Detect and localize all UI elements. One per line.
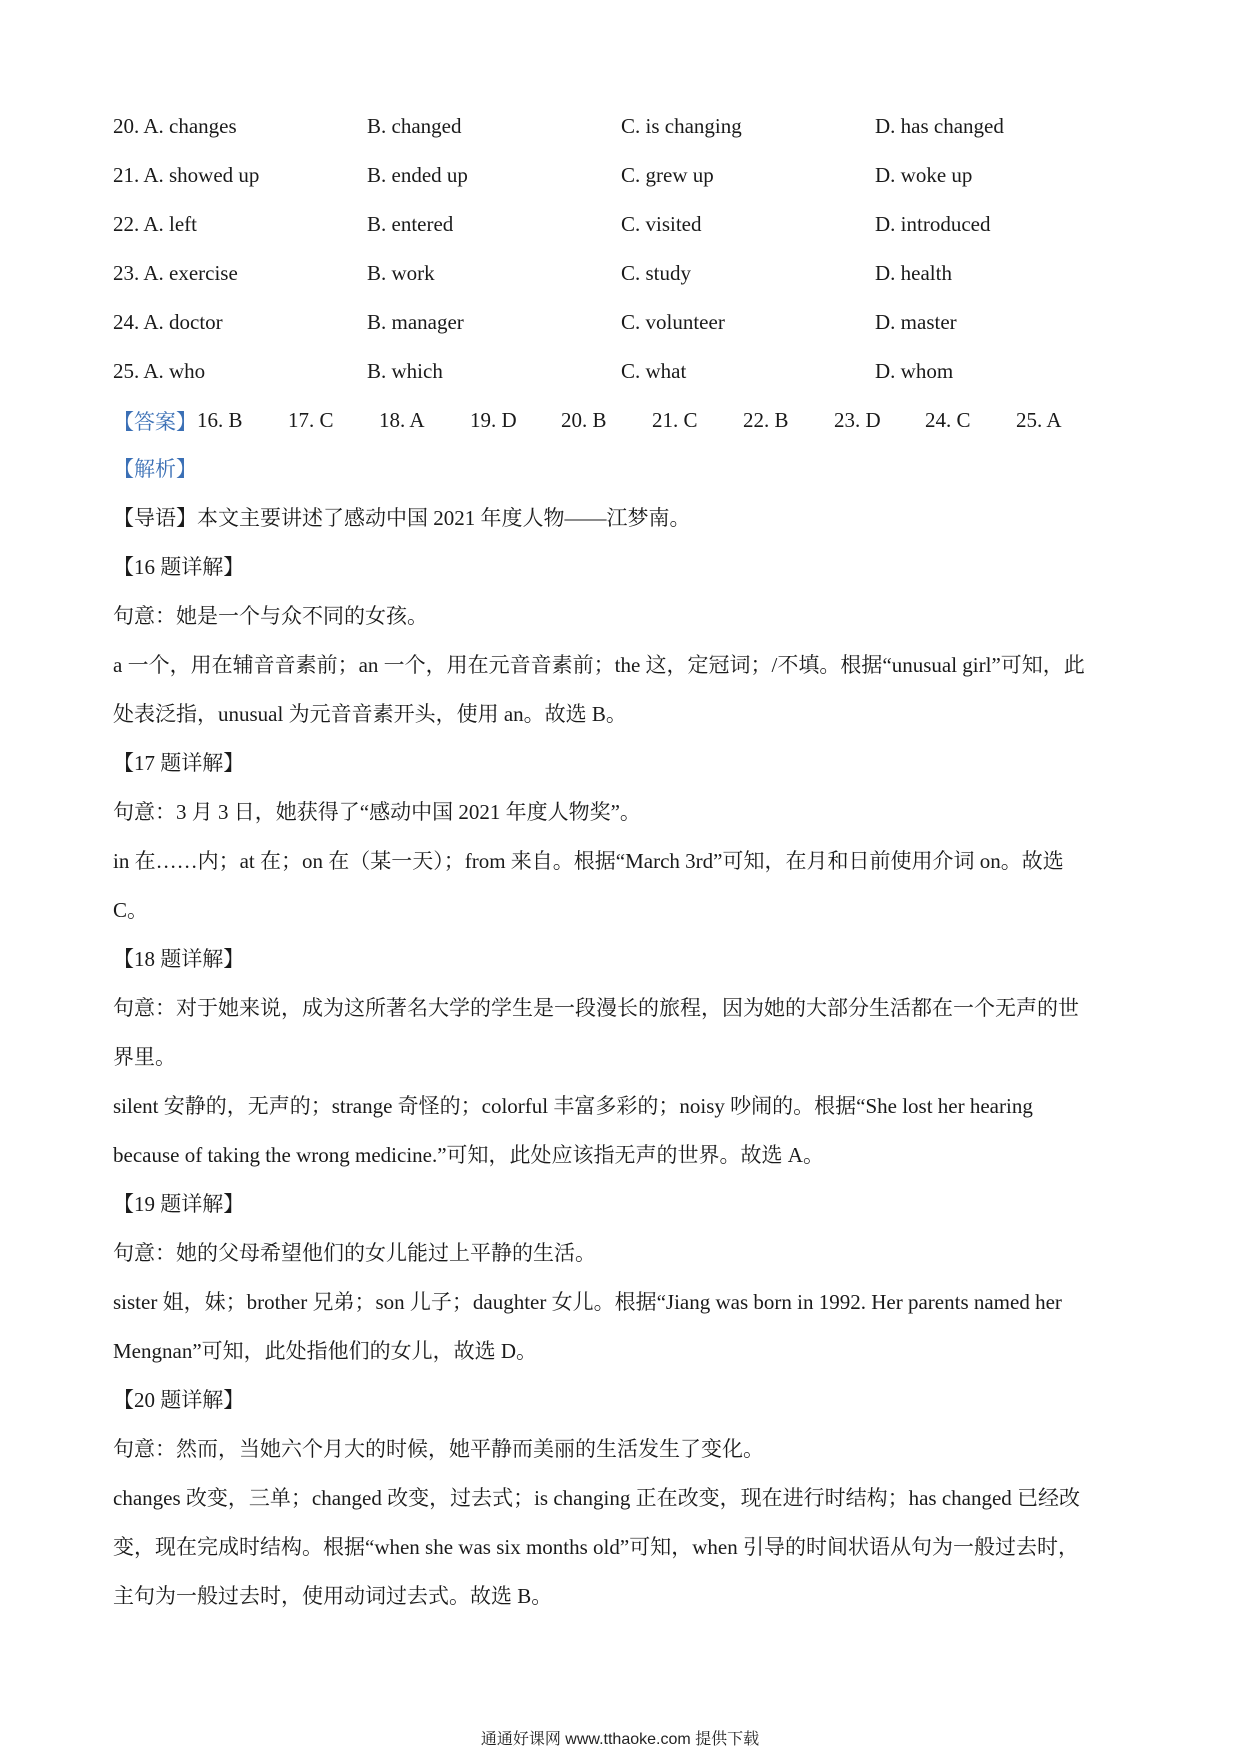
answer-item: 16. B bbox=[197, 408, 243, 432]
answer-item: 25. A bbox=[1016, 408, 1062, 432]
text-line: 界里。 bbox=[113, 1045, 176, 1069]
text-line: 主句为一般过去时，使用动词过去式。故选 B。 bbox=[113, 1584, 553, 1608]
page-footer: 通通好课网 www.tthaoke.com 提供下载 bbox=[480, 1731, 760, 1748]
option-b: B. which bbox=[367, 359, 443, 383]
option-d: D. woke up bbox=[875, 163, 973, 187]
option-row-25 bbox=[113, 347, 1133, 396]
text-line: 句意：对于她来说，成为这所著名大学的学生是一段漫长的旅程，因为她的大部分生活都在一个无声的世 bbox=[113, 996, 1079, 1020]
text-line: a 一个，用在辅音音素前；an 一个，用在元音音素前；the 这，定冠词；/不填。根据“unusual girl”可知，此 bbox=[113, 653, 1085, 677]
option-a: 25. A. who bbox=[113, 359, 206, 383]
option-d: D. introduced bbox=[875, 212, 991, 236]
option-c: C. what bbox=[621, 359, 687, 383]
text-line: sister 姐，妹；brother 兄弟；son 儿子；daughter 女儿。根据“Jiang was born in 1992. Her parents named her bbox=[113, 1290, 1062, 1314]
answer-item: 23. D bbox=[834, 408, 881, 432]
option-row-21 bbox=[113, 151, 1133, 200]
text-line: 句意：然而，当她六个月大的时候，她平静而美丽的生活发生了变化。 bbox=[113, 1437, 764, 1461]
text-line: 变，现在完成时结构。根据“when she was six months old”可知，when 引导的时间状语从句为一般过去时， bbox=[113, 1535, 1079, 1559]
option-d: D. whom bbox=[875, 359, 954, 383]
answer-row bbox=[113, 396, 1133, 445]
answer-item: 18. A bbox=[379, 408, 425, 432]
option-b: B. manager bbox=[367, 310, 464, 334]
option-c: C. visited bbox=[621, 212, 702, 236]
option-c: C. study bbox=[621, 261, 692, 285]
question-18-heading: 【18 题详解】 bbox=[113, 947, 245, 971]
text-line: 句意：她是一个与众不同的女孩。 bbox=[113, 604, 428, 628]
option-c: C. grew up bbox=[621, 163, 714, 187]
option-row-23 bbox=[113, 249, 1133, 298]
option-c: C. volunteer bbox=[621, 310, 725, 334]
question-17-heading: 【17 题详解】 bbox=[113, 751, 245, 775]
answer-item: 24. C bbox=[925, 408, 971, 432]
text-line: C。 bbox=[113, 898, 149, 922]
answer-item: 17. C bbox=[288, 408, 334, 432]
intro-line: 【导语】本文主要讲述了感动中国 2021 年度人物——江梦南。 bbox=[113, 506, 691, 530]
answer-label: 【答案】 bbox=[113, 409, 197, 434]
option-b: B. entered bbox=[367, 212, 454, 236]
page-content bbox=[113, 102, 1133, 1621]
text-line: changes 改变，三单；changed 改变，过去式；is changing 正在改变，现在进行时结构；has changed 已经改 bbox=[113, 1486, 1081, 1510]
option-d: D. health bbox=[875, 261, 952, 285]
option-b: B. changed bbox=[367, 114, 462, 138]
answer-item: 21. C bbox=[652, 408, 698, 432]
text-line: Mengnan”可知，此处指他们的女儿，故选 D。 bbox=[113, 1339, 538, 1363]
answer-item: 22. B bbox=[743, 408, 789, 432]
option-a: 24. A. doctor bbox=[113, 310, 223, 334]
text-line: 处表泛指，unusual 为元音音素开头，使用 an。故选 B。 bbox=[113, 702, 627, 726]
question-20-heading: 【20 题详解】 bbox=[113, 1388, 245, 1412]
answer-item: 19. D bbox=[470, 408, 517, 432]
text-line: because of taking the wrong medicine.”可知，此处应该指无声的世界。故选 A。 bbox=[113, 1143, 824, 1167]
option-a: 21. A. showed up bbox=[113, 163, 260, 187]
option-c: C. is changing bbox=[621, 114, 742, 138]
option-a: 20. A. changes bbox=[113, 114, 237, 138]
question-19-heading: 【19 题详解】 bbox=[113, 1192, 245, 1216]
question-16-heading: 【16 题详解】 bbox=[113, 555, 245, 579]
option-d: D. has changed bbox=[875, 114, 1004, 138]
text-line: 句意：3 月 3 日，她获得了“感动中国 2021 年度人物奖”。 bbox=[113, 800, 641, 824]
option-a: 23. A. exercise bbox=[113, 261, 238, 285]
text-line: silent 安静的，无声的；strange 奇怪的；colorful 丰富多彩的；noisy 吵闹的。根据“She lost her hearing bbox=[113, 1094, 1033, 1118]
text-line: in 在……内；at 在；on 在（某一天）；from 来自。根据“March 3rd”可知，在月和日前使用介词 on。故选 bbox=[113, 849, 1064, 873]
option-row-22 bbox=[113, 200, 1133, 249]
explanation-block bbox=[113, 494, 1133, 1621]
option-d: D. master bbox=[875, 310, 957, 334]
option-a: 22. A. left bbox=[113, 212, 197, 236]
analysis-label: 【解析】 bbox=[113, 457, 197, 481]
option-row-24 bbox=[113, 298, 1133, 347]
options-block bbox=[113, 102, 1133, 396]
text-line: 句意：她的父母希望他们的女儿能过上平静的生活。 bbox=[113, 1241, 596, 1265]
option-b: B. work bbox=[367, 261, 435, 285]
option-b: B. ended up bbox=[367, 163, 468, 187]
answer-item: 20. B bbox=[561, 408, 607, 432]
option-row-20 bbox=[113, 102, 1133, 151]
